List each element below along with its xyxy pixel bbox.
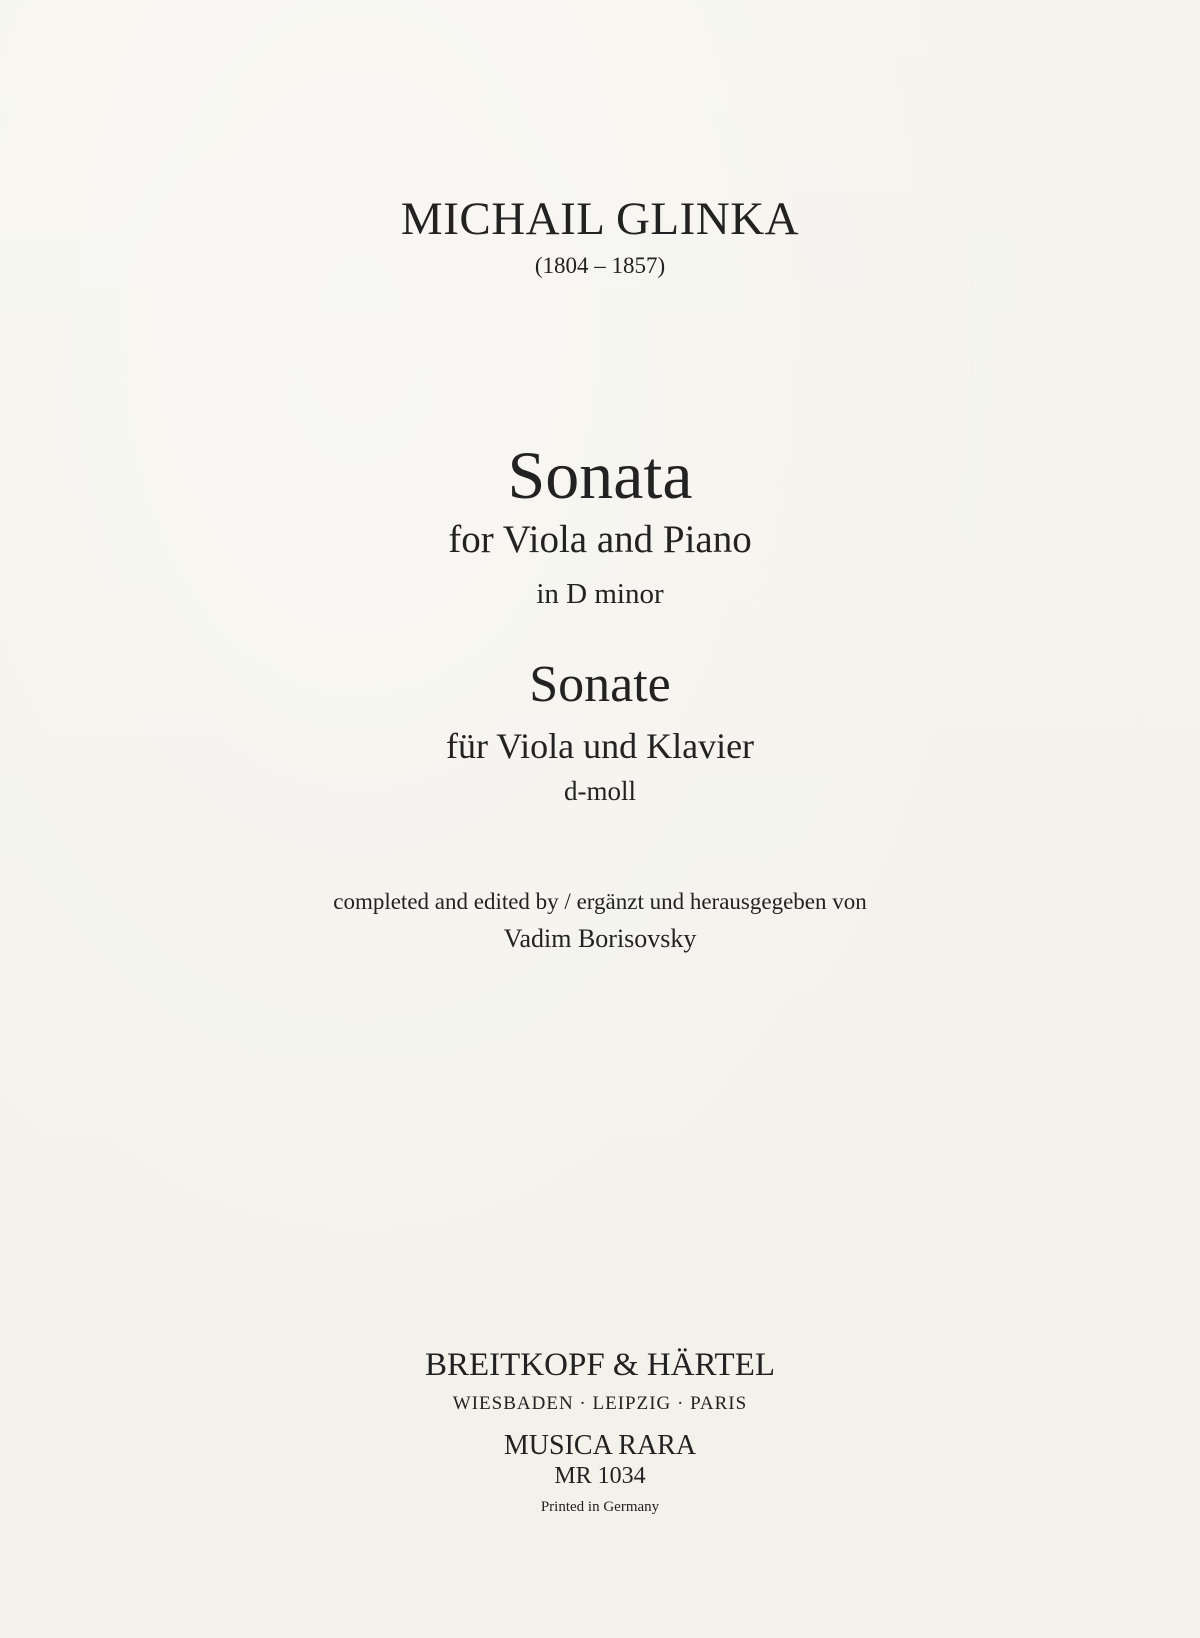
publisher-name: BREITKOPF & HÄRTEL (424, 1347, 776, 1383)
instrumentation-english: for Viola and Piano (448, 518, 752, 561)
key-german: d-moll (564, 776, 636, 806)
publisher-cities: WIESBADEN · LEIPZIG · PARIS (452, 1393, 748, 1414)
composer-dates: (1804 – 1857) (534, 253, 666, 278)
printed-note: Printed in Germany (540, 1499, 660, 1515)
publisher-imprint: MUSICA RARA (503, 1430, 697, 1461)
editor-credit: completed and edited by / ergänzt und herausgegeben von (333, 889, 867, 914)
instrumentation-german: für Viola und Klavier (445, 726, 755, 766)
catalog-number: MR 1034 (554, 1463, 646, 1489)
title-german: Sonate (529, 656, 671, 713)
key-english: in D minor (536, 578, 664, 610)
title-english: Sonata (507, 437, 693, 513)
composer-name: MICHAIL GLINKA (400, 193, 800, 245)
editor-name: Vadim Borisovsky (503, 924, 697, 953)
